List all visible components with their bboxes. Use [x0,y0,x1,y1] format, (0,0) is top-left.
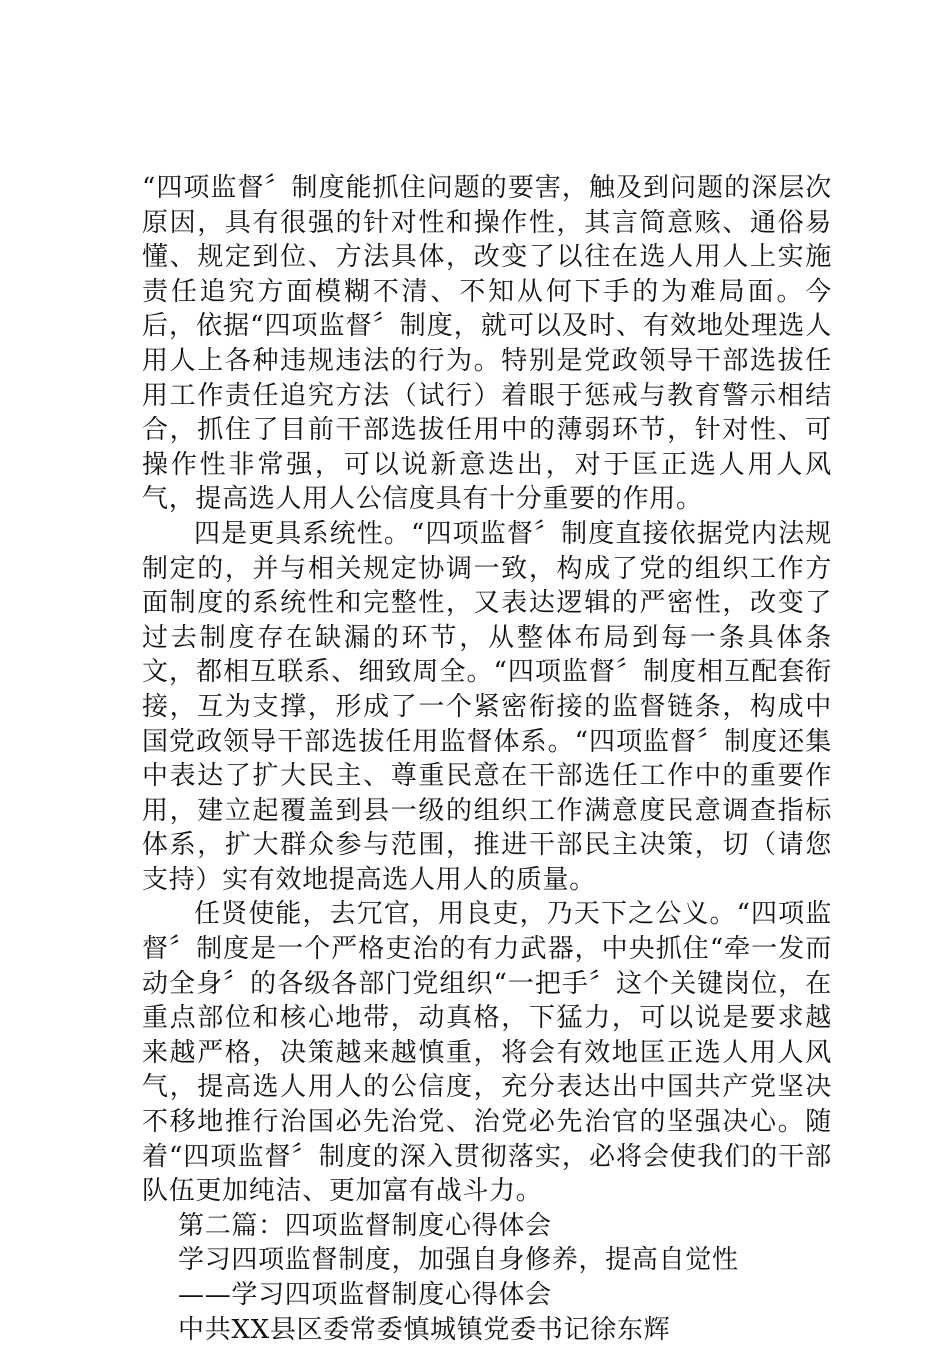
document-body [142,171,832,1347]
body-paragraph-systematic: 四是更具系统性。“四项监督〞制度直接依据党内法规制定的，并与相关规定协调一致，构成了党的组织工作方面制度的系统性和完整性，又表达逻辑的严密性，改变了过去制度存在缺漏的环节，从整体布局到每一条具体条文，都相互联系、细致周全。“四项监督〞制度相互配套衔接，互为支撑，形成了一个紧密衔接的监督链条，构成中国党政领导干部选拔任用监督体系。“四项监督〞制度还集中表达了扩大民主、尊重民意在干部选任工作中的重要作用，建立起覆盖到县一级的组织工作满意度民意调查指标体系，扩大群众参与范围，推进干部民主决策，切（请您支持）实有效地提高选人用人的质量。 [142,518,832,895]
body-paragraph-continued: “四项监督〞制度能抓住问题的要害，触及到问题的深层次原因，具有很强的针对性和操作性，其言简意赅、通俗易懂、规定到位、方法具体，改变了以往在选人用人上实施责任追究方面模糊不清、不知从何下手的为难局面。今后，依据“四项监督〞制度，就可以及时、有效地处理选人用人上各种违规违法的行为。特别是党政领导干部选拔任用工作责任追究方法（试行）着眼于惩戒与教育警示相结合，抓住了目前干部选拔任用中的薄弱环节，针对性、可操作性非常强，可以说新意迭出，对于匡正选人用人风气，提高选人用人公信度具有十分重要的作用。 [142,173,832,515]
article-title: 学习四项监督制度，加强自身修养，提高自觉性 [178,1245,739,1276]
body-paragraph-conclusion: 任贤使能，去冗官，用良吏，乃天下之公义。“四项监督〞制度是一个严格吏治的有力武器，中央抓住“牵一发而动全身〞的各级各部门党组织“一把手〞这个关键岗位，在重点部位和核心地带，动真格，下猛力，可以说是要求越来越严格，决策越来越慎重，将会有效地匡正选人用人风气，提高选人用人的公信度，充分表达出中国共产党坚决不移地推行治国必先治党、治党必先治官的坚强决心。随着“四项监督〞制度的深入贯彻落实，必将会使我们的干部队伍更加纯洁、更加富有战斗力。 [142,899,832,1207]
article-author: 中共XX县区委常委慎城镇党委书记徐东辉 [178,1314,671,1345]
section-title: 第二篇：四项监督制度心得体会 [178,1210,552,1241]
article-subtitle: ——学习四项监督制度心得体会 [178,1280,552,1310]
